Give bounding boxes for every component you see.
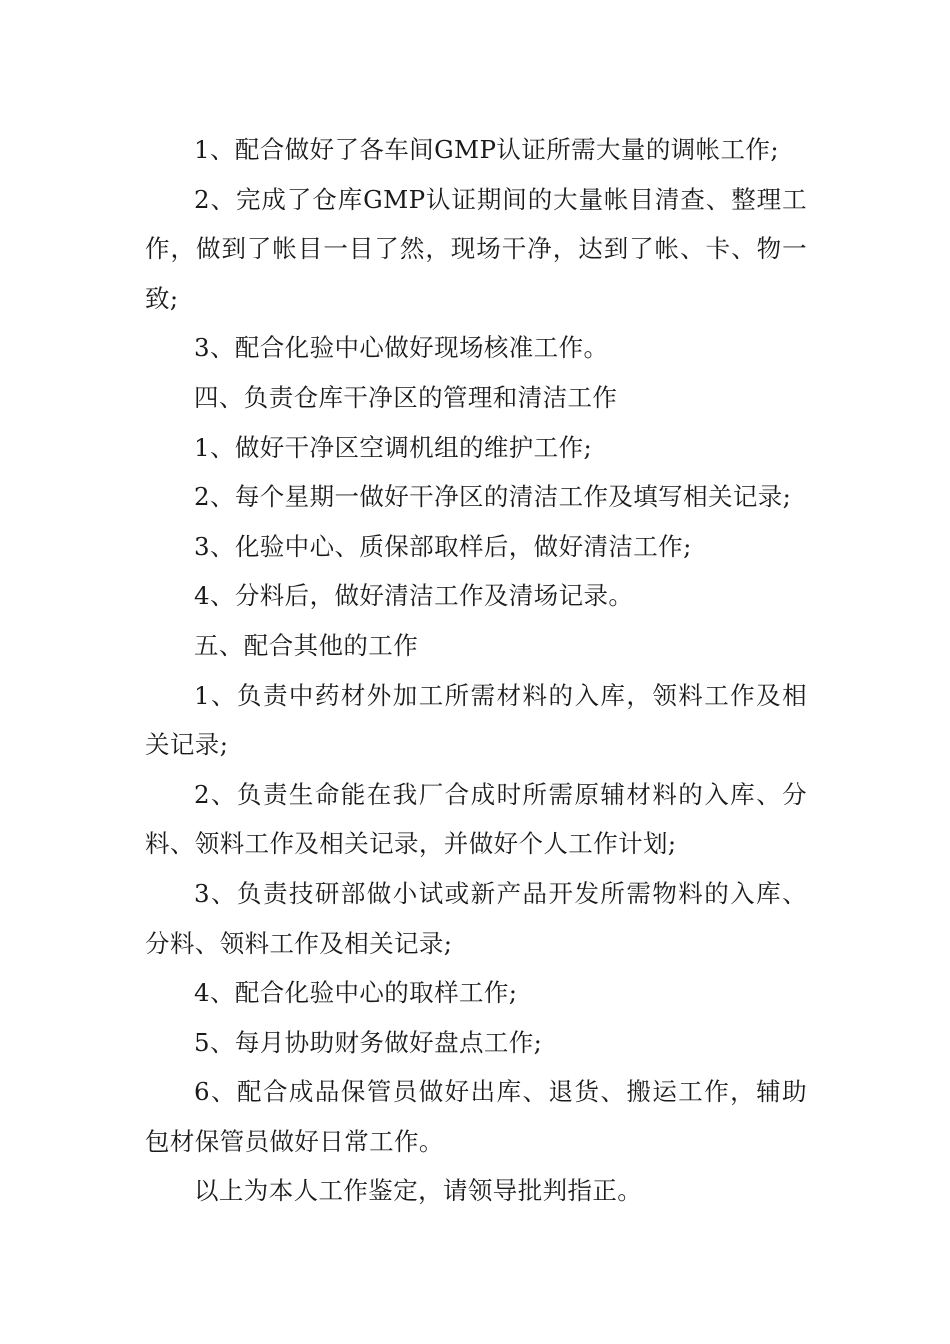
- closing-paragraph: 以上为本人工作鉴定，请领导批判指正。: [194, 1176, 643, 1206]
- paragraph-3: 3、配合化验中心做好现场核准工作。: [194, 333, 609, 363]
- paragraph-11: 2、负责生命能在我厂合成时所需原辅材料的入库、分料、领料工作及相关记录，并做好个人工作计划;: [145, 779, 807, 859]
- paragraph-6: 2、每个星期一做好干净区的清洁工作及填写相关记录;: [194, 482, 792, 512]
- paragraph-8: 4、分料后，做好清洁工作及清场记录。: [194, 581, 634, 611]
- paragraph-10: 1、负责中药材外加工所需材料的入库，领料工作及相关记录;: [145, 680, 807, 760]
- paragraph-2: 2、完成了仓库GMP认证期间的大量帐目清查、整理工作，做到了帐目一目了然，现场干净，达到了帐、卡、物一致;: [145, 184, 807, 313]
- paragraph-12: 3、负责技研部做小试或新产品开发所需物料的入库、分料、领料工作及相关记录;: [145, 878, 807, 958]
- section-heading-5: 五、配合其他的工作: [194, 630, 419, 660]
- paragraph-15: 6、配合成品保管员做好出库、退货、搬运工作，辅助包材保管员做好日常工作。: [145, 1077, 807, 1156]
- paragraph-14: 5、每月协助财务做好盘点工作;: [194, 1027, 543, 1057]
- paragraph-13: 4、配合化验中心的取样工作;: [194, 978, 518, 1008]
- paragraph-5: 1、做好干净区空调机组的维护工作;: [194, 432, 593, 462]
- section-heading-4: 四、负责仓库干净区的管理和清洁工作: [194, 382, 618, 412]
- document-body: [145, 125, 807, 1216]
- paragraph-1: 1、配合做好了各车间GMP认证所需大量的调帐工作;: [194, 135, 779, 164]
- paragraph-7: 3、化验中心、质保部取样后，做好清洁工作;: [194, 531, 692, 561]
